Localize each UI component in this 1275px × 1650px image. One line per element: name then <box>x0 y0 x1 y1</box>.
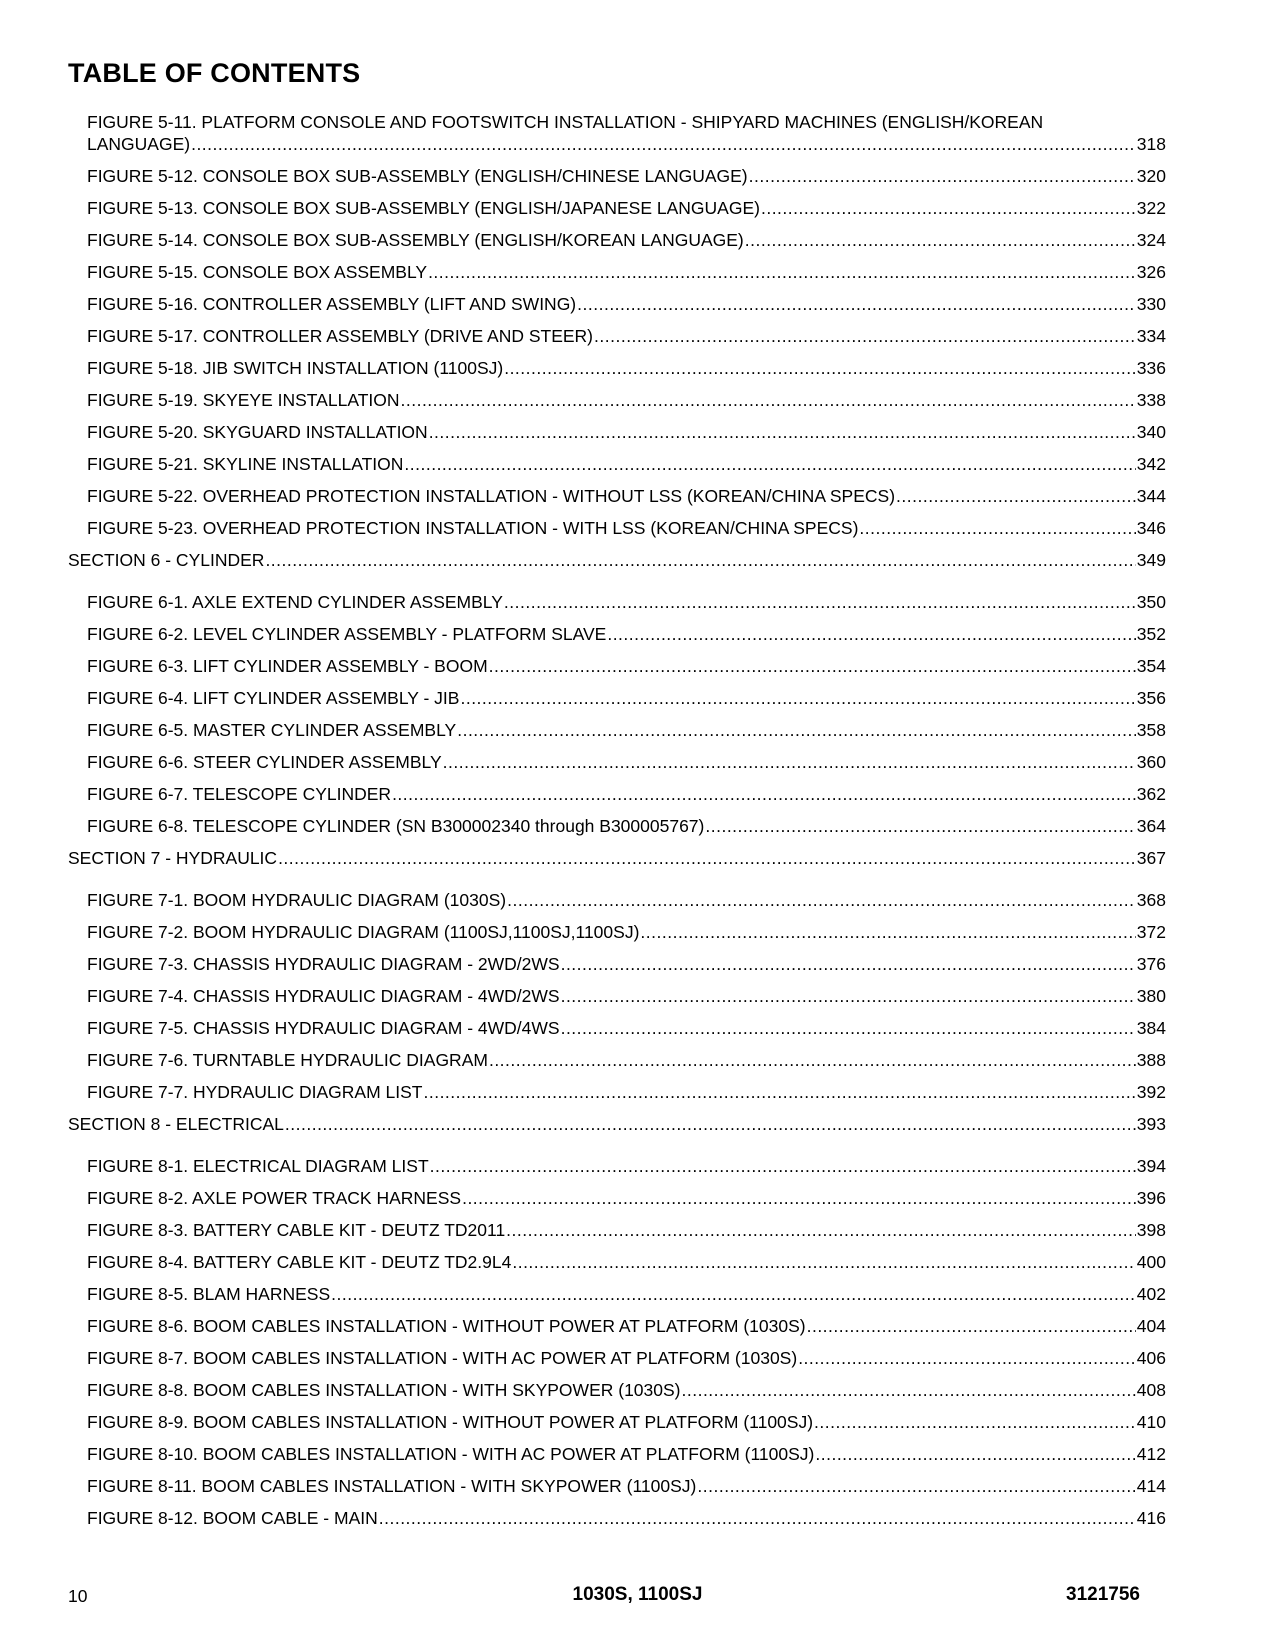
toc-entry-label: FIGURE 6-2. LEVEL CYLINDER ASSEMBLY - PLATFORM SLAVE <box>87 624 607 644</box>
toc-section-entry[interactable] <box>68 847 1166 869</box>
toc-entry-page: 352 <box>1136 624 1166 644</box>
dot-leader <box>278 847 1136 869</box>
toc-entry[interactable] <box>68 655 1166 677</box>
toc-entry-page: 356 <box>1136 688 1166 708</box>
toc-entry[interactable] <box>68 1187 1166 1209</box>
toc-entry-label: FIGURE 5-14. CONSOLE BOX SUB-ASSEMBLY (ENGLISH/KOREAN LANGUAGE) <box>87 230 744 250</box>
toc-entry-label: FIGURE 6-1. AXLE EXTEND CYLINDER ASSEMBLY <box>87 592 503 612</box>
dot-leader <box>404 453 1135 475</box>
dot-leader <box>798 1347 1136 1369</box>
toc-entry-page: 358 <box>1136 720 1166 740</box>
toc-entry[interactable] <box>68 1081 1166 1103</box>
toc-entry-page: 414 <box>1136 1476 1166 1496</box>
toc-entry-page: 342 <box>1136 454 1166 474</box>
toc-entry-label: FIGURE 8-1. ELECTRICAL DIAGRAM LIST <box>87 1156 429 1176</box>
dot-leader <box>682 1379 1136 1401</box>
dot-leader <box>761 197 1136 219</box>
toc-entry-page: 364 <box>1136 816 1166 836</box>
toc-entry-label: FIGURE 7-2. BOOM HYDRAULIC DIAGRAM (1100SJ,1100SJ,1100SJ) <box>87 922 640 942</box>
toc-entry[interactable] <box>68 229 1166 251</box>
dot-leader <box>749 165 1136 187</box>
toc-entry[interactable] <box>68 1155 1166 1177</box>
dot-leader <box>594 325 1136 347</box>
toc-entry-page: 336 <box>1136 358 1166 378</box>
toc-entry-page: 344 <box>1136 486 1166 506</box>
toc-entry-label: SECTION 6 - CYLINDER <box>68 550 265 570</box>
toc-entry-label: FIGURE 5-21. SKYLINE INSTALLATION <box>87 454 404 474</box>
toc-entry[interactable] <box>68 1347 1166 1369</box>
toc-entry-label: FIGURE 5-19. SKYEYE INSTALLATION <box>87 390 400 410</box>
dot-leader <box>285 1113 1136 1135</box>
toc-entry-label: FIGURE 6-6. STEER CYLINDER ASSEMBLY <box>87 752 442 772</box>
toc-entry-label: FIGURE 5-16. CONTROLLER ASSEMBLY (LIFT AND SWING) <box>87 294 577 314</box>
toc-entry-label: FIGURE 8-10. BOOM CABLES INSTALLATION - WITH AC POWER AT PLATFORM (1100SJ) <box>87 1444 815 1464</box>
dot-leader <box>807 1315 1136 1337</box>
dot-leader <box>443 751 1136 773</box>
toc-entry[interactable] <box>68 389 1166 411</box>
toc-entry-page: 408 <box>1136 1380 1166 1400</box>
dot-leader <box>401 389 1136 411</box>
dot-leader <box>331 1283 1136 1305</box>
page-title: TABLE OF CONTENTS <box>68 58 361 88</box>
dot-leader <box>697 1475 1135 1497</box>
toc-entry-page: 349 <box>1136 550 1166 570</box>
toc-entry[interactable] <box>68 623 1166 645</box>
toc-entry-label: FIGURE 7-7. HYDRAULIC DIAGRAM LIST <box>87 1082 423 1102</box>
toc-entry[interactable] <box>68 783 1166 805</box>
dot-leader <box>462 1187 1136 1209</box>
toc-entry[interactable] <box>68 1411 1166 1433</box>
toc-entry[interactable] <box>68 985 1166 1007</box>
toc-entry-label: FIGURE 8-12. BOOM CABLE - MAIN <box>87 1508 378 1528</box>
footer-page-number: 10 <box>68 1586 88 1606</box>
toc-entry[interactable] <box>68 1049 1166 1071</box>
toc-entry[interactable] <box>68 421 1166 443</box>
toc-section-entry[interactable] <box>68 549 1166 571</box>
dot-leader <box>859 517 1135 539</box>
toc-entry[interactable] <box>68 687 1166 709</box>
toc-entry-label: FIGURE 8-4. BATTERY CABLE KIT - DEUTZ TD2.9L4 <box>87 1252 512 1272</box>
toc-entry-page: 384 <box>1136 1018 1166 1038</box>
toc-entry[interactable] <box>68 591 1166 613</box>
dot-leader <box>392 783 1136 805</box>
toc-entry-label: FIGURE 7-4. CHASSIS HYDRAULIC DIAGRAM - 4WD/2WS <box>87 986 560 1006</box>
toc-entry[interactable] <box>68 1379 1166 1401</box>
dot-leader <box>561 1017 1136 1039</box>
toc-entry[interactable] <box>68 719 1166 741</box>
toc-entry-page: 324 <box>1136 230 1166 250</box>
toc-section-entry[interactable] <box>68 1113 1166 1135</box>
toc-entry[interactable] <box>68 517 1166 539</box>
toc-entry[interactable] <box>68 889 1166 911</box>
dot-leader <box>460 687 1135 709</box>
toc-entry-label: FIGURE 5-17. CONTROLLER ASSEMBLY (DRIVE AND STEER) <box>87 326 594 346</box>
footer-models: 1030S, 1100SJ <box>572 1584 703 1605</box>
toc-entry-label: FIGURE 8-8. BOOM CABLES INSTALLATION - WITH SKYPOWER (1030S) <box>87 1380 681 1400</box>
toc-entry-page: 404 <box>1136 1316 1166 1336</box>
toc-entry-label: FIGURE 5-11. PLATFORM CONSOLE AND FOOTSWITCH INSTALLATION - SHIPYARD MACHINES (ENGLISH/KOREAN <box>87 112 1044 132</box>
toc-entry-label: FIGURE 5-15. CONSOLE BOX ASSEMBLY <box>87 262 428 282</box>
toc-entry-label: FIGURE 6-4. LIFT CYLINDER ASSEMBLY - JIB <box>87 688 460 708</box>
toc-entry-page: 400 <box>1136 1252 1166 1272</box>
toc-entry[interactable] <box>68 953 1166 975</box>
toc-entry-page: 360 <box>1136 752 1166 772</box>
toc-entry[interactable] <box>68 1315 1166 1337</box>
dot-leader <box>429 421 1136 443</box>
toc-entry-page: 412 <box>1136 1444 1166 1464</box>
toc-entry-page: 350 <box>1136 592 1166 612</box>
dot-leader <box>814 1411 1136 1433</box>
toc-entry-label: FIGURE 7-3. CHASSIS HYDRAULIC DIAGRAM - 2WD/2WS <box>87 954 560 974</box>
toc-entry-label: FIGURE 8-11. BOOM CABLES INSTALLATION - WITH SKYPOWER (1100SJ) <box>87 1476 697 1496</box>
toc-entry-label: FIGURE 5-12. CONSOLE BOX SUB-ASSEMBLY (ENGLISH/CHINESE LANGUAGE) <box>87 166 748 186</box>
toc-entry[interactable] <box>68 111 1166 155</box>
dot-leader <box>705 815 1135 837</box>
toc-entry-page: 376 <box>1136 954 1166 974</box>
toc-entry-page: 416 <box>1136 1508 1166 1528</box>
dot-leader <box>379 1507 1136 1529</box>
toc-entry-page: 367 <box>1136 848 1166 868</box>
footer-doc-number: 3121756 <box>1066 1584 1140 1605</box>
toc-entry-page: 396 <box>1136 1188 1166 1208</box>
toc-entry-label: FIGURE 5-13. CONSOLE BOX SUB-ASSEMBLY (ENGLISH/JAPANESE LANGUAGE) <box>87 198 760 218</box>
toc-entry-page: 392 <box>1136 1082 1166 1102</box>
toc-entry[interactable] <box>68 293 1166 315</box>
toc-entry[interactable] <box>68 815 1166 837</box>
dot-leader <box>423 1081 1135 1103</box>
toc-entry-page: 334 <box>1136 326 1166 346</box>
toc-entry-label: FIGURE 8-2. AXLE POWER TRACK HARNESS <box>87 1188 462 1208</box>
dot-leader <box>607 623 1135 645</box>
toc-entry-label: FIGURE 5-23. OVERHEAD PROTECTION INSTALLATION - WITH LSS (KOREAN/CHINA SPECS) <box>87 518 859 538</box>
dot-leader <box>191 133 1136 155</box>
toc-entry[interactable] <box>68 1475 1166 1497</box>
toc-entry-label: FIGURE 8-5. BLAM HARNESS <box>87 1284 331 1304</box>
dot-leader <box>428 261 1136 283</box>
toc-entry-label: FIGURE 5-20. SKYGUARD INSTALLATION <box>87 422 428 442</box>
toc-entry-page: 354 <box>1136 656 1166 676</box>
dot-leader <box>815 1443 1135 1465</box>
toc-entry-label: FIGURE 8-6. BOOM CABLES INSTALLATION - WITHOUT POWER AT PLATFORM (1030S) <box>87 1316 806 1336</box>
toc-entry-label: FIGURE 8-9. BOOM CABLES INSTALLATION - WITHOUT POWER AT PLATFORM (1100SJ) <box>87 1412 814 1432</box>
dot-leader <box>577 293 1136 315</box>
dot-leader <box>489 655 1136 677</box>
toc-entry[interactable] <box>68 1017 1166 1039</box>
toc-entry-page: 320 <box>1136 166 1166 186</box>
toc-entry[interactable] <box>68 485 1166 507</box>
toc-entry-page: 338 <box>1136 390 1166 410</box>
toc-entry-page: 388 <box>1136 1050 1166 1070</box>
toc-entry-label: FIGURE 7-6. TURNTABLE HYDRAULIC DIAGRAM <box>87 1050 488 1070</box>
toc-entry-label: FIGURE 5-18. JIB SWITCH INSTALLATION (1100SJ) <box>87 358 504 378</box>
dot-leader <box>745 229 1136 251</box>
toc-entry-page: 368 <box>1136 890 1166 910</box>
toc-entry-page: 398 <box>1136 1220 1166 1240</box>
toc-entry-page: 362 <box>1136 784 1166 804</box>
dot-leader <box>640 921 1135 943</box>
dot-leader <box>457 719 1136 741</box>
toc-entry[interactable] <box>68 1507 1166 1529</box>
toc-list <box>68 111 1166 1539</box>
toc-entry-label: FIGURE 6-5. MASTER CYLINDER ASSEMBLY <box>87 720 457 740</box>
toc-entry-page: 394 <box>1136 1156 1166 1176</box>
toc-entry[interactable] <box>68 197 1166 219</box>
toc-entry-page: 372 <box>1136 922 1166 942</box>
toc-entry-label: FIGURE 8-3. BATTERY CABLE KIT - DEUTZ TD2011 <box>87 1220 506 1240</box>
dot-leader <box>561 953 1136 975</box>
toc-entry-label: FIGURE 7-1. BOOM HYDRAULIC DIAGRAM (1030S) <box>87 890 507 910</box>
toc-entry-page: 406 <box>1136 1348 1166 1368</box>
toc-entry-page: 340 <box>1136 422 1166 442</box>
dot-leader <box>489 1049 1136 1071</box>
toc-entry[interactable] <box>68 453 1166 475</box>
toc-entry[interactable] <box>68 1251 1166 1273</box>
dot-leader <box>512 1251 1135 1273</box>
toc-entry-label: FIGURE 7-5. CHASSIS HYDRAULIC DIAGRAM - 4WD/4WS <box>87 1018 560 1038</box>
dot-leader <box>507 889 1136 911</box>
toc-entry[interactable] <box>68 325 1166 347</box>
toc-entry-page: 346 <box>1136 518 1166 538</box>
toc-entry-label: FIGURE 8-7. BOOM CABLES INSTALLATION - WITH AC POWER AT PLATFORM (1030S) <box>87 1348 798 1368</box>
dot-leader <box>504 357 1136 379</box>
toc-entry[interactable] <box>68 1219 1166 1241</box>
toc-entry[interactable] <box>68 921 1166 943</box>
toc-entry-page: 322 <box>1136 198 1166 218</box>
toc-entry-label: SECTION 7 - HYDRAULIC <box>68 848 278 868</box>
toc-entry-label: FIGURE 6-3. LIFT CYLINDER ASSEMBLY - BOOM <box>87 656 488 676</box>
toc-entry-label: FIGURE 6-7. TELESCOPE CYLINDER <box>87 784 392 804</box>
toc-entry[interactable] <box>68 261 1166 283</box>
dot-leader <box>561 985 1136 1007</box>
dot-leader <box>896 485 1136 507</box>
toc-entry[interactable] <box>68 165 1166 187</box>
toc-entry[interactable] <box>68 357 1166 379</box>
toc-entry-page: 402 <box>1136 1284 1166 1304</box>
toc-entry-label: FIGURE 6-8. TELESCOPE CYLINDER (SN B300002340 through B300005767) <box>87 816 705 836</box>
dot-leader <box>430 1155 1136 1177</box>
toc-entry-page: 410 <box>1136 1412 1166 1432</box>
toc-entry-page: 380 <box>1136 986 1166 1006</box>
toc-entry-label-continued: LANGUAGE) <box>87 134 191 154</box>
toc-entry-page: 326 <box>1136 262 1166 282</box>
dot-leader <box>506 1219 1136 1241</box>
toc-entry-page: 393 <box>1136 1114 1166 1134</box>
toc-entry-page: 330 <box>1136 294 1166 314</box>
toc-entry-label: SECTION 8 - ELECTRICAL <box>68 1114 284 1134</box>
toc-entry[interactable] <box>68 1283 1166 1305</box>
toc-entry-label: FIGURE 5-22. OVERHEAD PROTECTION INSTALLATION - WITHOUT LSS (KOREAN/CHINA SPECS) <box>87 486 896 506</box>
dot-leader <box>265 549 1135 571</box>
toc-entry[interactable] <box>68 751 1166 773</box>
toc-entry[interactable] <box>68 1443 1166 1465</box>
dot-leader <box>504 591 1136 613</box>
toc-entry-page: 318 <box>1136 134 1166 154</box>
